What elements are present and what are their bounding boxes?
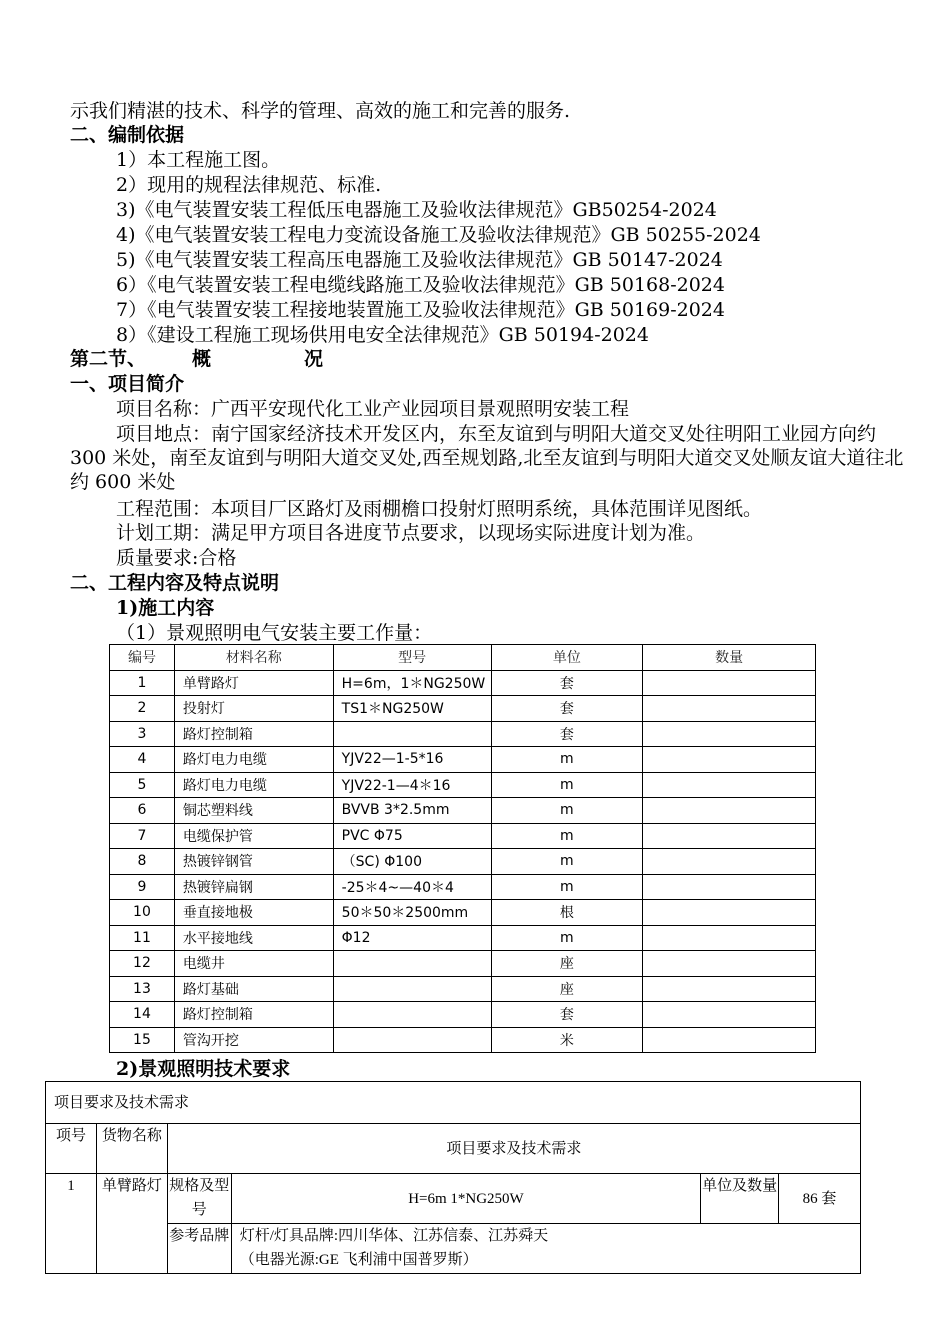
req-brand-value: [231, 1224, 860, 1274]
row-no: 9: [110, 874, 175, 900]
row-no: 13: [110, 976, 175, 1002]
materials-table: [109, 644, 816, 1053]
row-model: BVVB 3*2.5mm: [333, 798, 491, 824]
row-name: 路灯电力电缆: [174, 772, 333, 798]
row-model: [333, 1027, 491, 1053]
table-row: [110, 849, 816, 875]
table-row: [110, 772, 816, 798]
row-model: [333, 951, 491, 977]
table-row: [110, 696, 816, 722]
section-title-b: 概: [192, 348, 212, 370]
row-model: YJV22-1—4＊16: [333, 772, 491, 798]
req-brand-line: （电器光源:GE 飞利浦中国普罗斯）: [239, 1252, 478, 1268]
row-qty: [643, 1027, 816, 1053]
row-qty: [643, 747, 816, 773]
basis-item: 5)《电气装置安装工程高压电器施工及验收法律规范》GB 50147-2024: [116, 249, 723, 271]
row-unit: 套: [491, 721, 643, 747]
row-qty: [643, 900, 816, 926]
row-unit: m: [491, 772, 643, 798]
basis-item: 6）《电气装置安装工程电缆线路施工及验收法律规范》GB 50168-2024: [116, 274, 725, 296]
row-no: 11: [110, 925, 175, 951]
row-qty: [643, 951, 816, 977]
req-qty-value: 86 套: [779, 1174, 861, 1224]
row-unit: m: [491, 849, 643, 875]
row-no: 10: [110, 900, 175, 926]
row-name: 投射灯: [174, 696, 333, 722]
row-model: H=6m，1＊NG250W: [333, 670, 491, 696]
table-row: [110, 925, 816, 951]
row-name: 垂直接地极: [174, 900, 333, 926]
content-heading: 二、工程内容及特点说明: [70, 572, 280, 594]
row-name: 路灯控制箱: [174, 1002, 333, 1028]
basis-heading: 二、编制依据: [70, 124, 185, 146]
row-unit: m: [491, 747, 643, 773]
row-model: [333, 721, 491, 747]
req-spec-value: H=6m 1*NG250W: [231, 1174, 700, 1224]
row-no: 7: [110, 823, 175, 849]
row-no: 8: [110, 849, 175, 875]
project-heading: 一、项目简介: [70, 373, 185, 395]
table-row: [110, 1027, 816, 1053]
row-unit: 套: [491, 1002, 643, 1028]
basis-item: 1）本工程施工图。: [116, 149, 281, 171]
content-sub1: 1)施工内容: [116, 597, 215, 619]
row-unit: m: [491, 925, 643, 951]
req-unit-label: 单位及数量: [701, 1174, 779, 1224]
row-qty: [643, 823, 816, 849]
row-qty: [643, 721, 816, 747]
basis-item: 8）《建设工程施工现场供用电安全法律规范》GB 50194-2024: [116, 324, 649, 346]
table-header-row: [110, 645, 816, 671]
row-name: 路灯电力电缆: [174, 747, 333, 773]
row-unit: m: [491, 823, 643, 849]
row-model: -25＊4~—40＊4: [333, 874, 491, 900]
row-unit: m: [491, 798, 643, 824]
row-name: 水平接地线: [174, 925, 333, 951]
row-model: [333, 1002, 491, 1028]
content-sub2: 2)景观照明技术要求: [116, 1058, 291, 1080]
row-name: 单臂路灯: [174, 670, 333, 696]
row-qty: [643, 798, 816, 824]
table-row: [110, 976, 816, 1002]
requirements-table: [45, 1081, 861, 1274]
content-sub1a: （1）景观照明电气安装主要工作量：: [116, 622, 433, 644]
row-qty: [643, 849, 816, 875]
row-name: 管沟开挖: [174, 1027, 333, 1053]
row-unit: 套: [491, 670, 643, 696]
req-spec-label: 规格及型号: [167, 1174, 231, 1224]
req-row-no: 1: [46, 1174, 97, 1274]
header-name: 材料名称: [174, 645, 333, 671]
row-no: 6: [110, 798, 175, 824]
row-unit: m: [491, 874, 643, 900]
row-unit: 座: [491, 976, 643, 1002]
header-model: 型号: [333, 645, 491, 671]
row-qty: [643, 670, 816, 696]
row-unit: 米: [491, 1027, 643, 1053]
req-brand-label: 参考品牌: [167, 1224, 231, 1274]
row-unit: 套: [491, 696, 643, 722]
table-row: [110, 874, 816, 900]
row-no: 15: [110, 1027, 175, 1053]
table-row: [110, 670, 816, 696]
table-row: [110, 747, 816, 773]
basis-item: 4)《电气装置安装工程电力变流设备施工及验收法律规范》GB 50255-2024: [116, 224, 761, 246]
row-qty: [643, 1002, 816, 1028]
row-model: [333, 976, 491, 1002]
req-col-req: 项目要求及技术需求: [167, 1124, 860, 1174]
table-row: [110, 798, 816, 824]
project-location: 项目地点：南宁国家经济技术开发区内，东至友谊到与明阳大道交叉处往明阳工业园方向约 300 米处，南至友谊到与明阳大道交叉处,西至规划路,北至友谊到与明阳大道交叉处顺友谊大道往北约 600 米处: [70, 423, 904, 493]
row-model: PVC Φ75: [333, 823, 491, 849]
basis-item: 3)《电气装置安装工程低压电器施工及验收法律规范》GB50254-2024: [116, 199, 717, 221]
row-name: 热镀锌钢管: [174, 849, 333, 875]
row-model: TS1＊NG250W: [333, 696, 491, 722]
row-no: 12: [110, 951, 175, 977]
section-title-c: 况: [304, 348, 324, 370]
header-no: 编号: [110, 645, 175, 671]
row-qty: [643, 925, 816, 951]
basis-item: 7）《电气装置安装工程接地装置施工及验收法律规范》GB 50169-2024: [116, 299, 725, 321]
row-qty: [643, 976, 816, 1002]
row-model: 50＊50＊2500mm: [333, 900, 491, 926]
row-name: 路灯控制箱: [174, 721, 333, 747]
intro-tail-text: 示我们精湛的技术、科学的管理、高效的施工和完善的服务.: [70, 100, 571, 122]
table-row: [110, 900, 816, 926]
table-row: [110, 951, 816, 977]
req-brand-line: 灯杆/灯具品牌:四川华体、江苏信泰、江苏舜天: [239, 1228, 549, 1244]
row-qty: [643, 696, 816, 722]
project-quality: 质量要求:合格: [116, 547, 237, 569]
table-row: [110, 823, 816, 849]
row-model: Φ12: [333, 925, 491, 951]
row-name: 热镀锌扁钢: [174, 874, 333, 900]
project-scope: 工程范围：本项目厂区路灯及雨棚檐口投射灯照明系统，具体范围详见图纸。: [116, 498, 763, 520]
basis-item: 2）现用的规程法律规范、标准.: [116, 174, 382, 196]
req-col-no: 项号: [46, 1124, 97, 1174]
row-no: 2: [110, 696, 175, 722]
project-name: 项目名称：广西平安现代化工业产业园项目景观照明安装工程: [116, 398, 630, 420]
row-no: 5: [110, 772, 175, 798]
req-row-goods: 单臂路灯: [96, 1174, 167, 1274]
req-title: 项目要求及技术需求: [46, 1082, 861, 1124]
row-no: 14: [110, 1002, 175, 1028]
table-row: [110, 1002, 816, 1028]
section-title-a: 第二节、: [70, 348, 147, 370]
row-no: 1: [110, 670, 175, 696]
row-qty: [643, 772, 816, 798]
row-name: 铜芯塑料线: [174, 798, 333, 824]
row-model: YJV22—1-5*16: [333, 747, 491, 773]
row-name: 电缆保护管: [174, 823, 333, 849]
row-model: （SC) Φ100: [333, 849, 491, 875]
table-row: [110, 721, 816, 747]
header-qty: 数量: [643, 645, 816, 671]
row-qty: [643, 874, 816, 900]
row-unit: 根: [491, 900, 643, 926]
row-unit: 座: [491, 951, 643, 977]
row-no: 3: [110, 721, 175, 747]
project-schedule: 计划工期：满足甲方项目各进度节点要求，以现场实际进度计划为准。: [116, 522, 706, 544]
row-name: 路灯基础: [174, 976, 333, 1002]
req-col-goods: 货物名称: [96, 1124, 167, 1174]
row-name: 电缆井: [174, 951, 333, 977]
header-unit: 单位: [491, 645, 643, 671]
row-no: 4: [110, 747, 175, 773]
